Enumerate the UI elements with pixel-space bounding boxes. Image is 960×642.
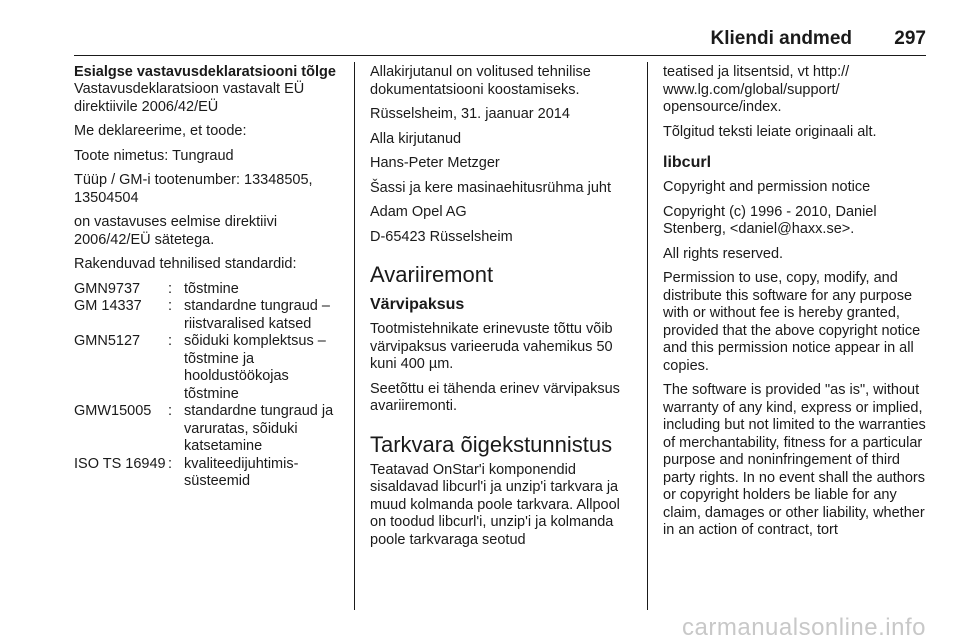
column-divider-2	[647, 62, 648, 610]
paragraph: The software is provided "as is", without warranty of any kind, express or implied, including but not limited to the warranties of merchantability, fitness for a particular purpose and noninfringement of third party rights. In no event shall the authors or copyright holders be liable for any claim, damages or other liability, whether in an action of contract, tort	[663, 382, 926, 538]
standard-code: ISO TS 16949	[74, 455, 166, 472]
table-row	[74, 403, 344, 456]
header-rule	[74, 55, 926, 56]
table-row	[74, 281, 344, 299]
section-title-software: Tarkvara õigekstunnistus	[370, 431, 613, 457]
standard-code: GMN9737	[74, 280, 141, 297]
paragraph: Alla kirjutanud	[370, 130, 462, 147]
paragraph: Allakirjutanul on volitused tehnilise dokumentatsiooni koostamiseks.	[370, 64, 591, 98]
standard-code: GMN5127	[74, 333, 141, 349]
standard-description: tõstmine	[184, 280, 239, 297]
paragraph: Me deklareerime, et toode:	[74, 123, 247, 139]
standard-separator: :	[168, 403, 173, 419]
column-divider-1	[354, 62, 355, 610]
paragraph: Tõlgitud teksti leiate originaali alt.	[663, 123, 877, 140]
paragraph: Toote nimetus: Tungraud	[74, 147, 234, 164]
paragraph: teatised ja litsentsid, vt http:// www.lg.com/global/support/ opensource/index.	[663, 64, 850, 115]
paragraph: Rüsselsheim, 31. jaanuar 2014	[370, 106, 570, 122]
paragraph: Teatavad OnStar'i komponendid sisaldavad libcurl'i ja unzip'i tarkvara ja muud kolmanda poole tarkvara. Allpool on toodud libcurl'i, unzip'i ja kolmanda poole tarkvaraga seotud	[370, 461, 620, 548]
standard-description: standardne tungraud ja varuratas, sõiduki katsetamine	[184, 403, 334, 454]
standard-code: GM 14337	[74, 298, 142, 314]
paragraph: Adam Opel AG	[370, 204, 467, 220]
standard-separator: :	[168, 333, 173, 349]
paragraph: Permission to use, copy, modify, and distribute this software for any purpose with or without fee is hereby granted, provided that the above copyright notice and this permission notice appear in all copies.	[663, 270, 921, 374]
standard-code: GMW15005	[74, 403, 152, 419]
section-title-accident-repair: Avariiremont	[370, 262, 494, 287]
page-title: Kliendi andmed	[710, 28, 852, 49]
paragraph: Rakenduvad tehnilised standardid:	[74, 256, 297, 272]
paragraph: Šassi ja kere masinaehitusrühma juht	[370, 179, 611, 196]
standard-separator: :	[168, 280, 173, 297]
paragraph: Seetõttu ei tähenda erinev värvipaksus avariiremonti.	[370, 380, 620, 414]
column-3	[663, 64, 929, 547]
paragraph: All rights reserved.	[663, 245, 784, 262]
standard-description: sõiduki komplektsus – tõstmine ja hooldustöökojas tõstmine	[184, 333, 326, 402]
subsection-title-paint-thickness: Värvipaksus	[370, 296, 465, 313]
standard-separator: :	[168, 298, 173, 314]
table-row	[74, 298, 344, 333]
table-row	[74, 333, 344, 403]
paragraph: Hans-Peter Metzger	[370, 155, 500, 171]
paragraph: Copyright and permission notice	[663, 179, 871, 195]
page-number: 297	[894, 28, 926, 49]
paragraph: Tootmistehnikate erinevuste tõttu võib värvipaksus varieeruda vahemikus 50 kuni 400 µm.	[370, 321, 613, 372]
column-2	[370, 64, 638, 556]
paragraph: on vastavuses eelmise direktiivi 2006/42/EÜ sätetega.	[74, 214, 278, 248]
standard-description: kvaliteedijuhtimis-süsteemid	[184, 455, 299, 489]
page-header	[74, 28, 926, 52]
declaration-heading: Esialgse vastavusdeklaratsiooni tõlge	[74, 64, 336, 80]
paragraph: Tüüp / GM-i tootenumber: 13348505, 13504504	[74, 172, 313, 206]
paragraph: Vastavusdeklaratsioon vastavalt EÜ direktiivile 2006/42/EÜ	[74, 81, 305, 115]
table-row	[74, 456, 344, 491]
watermark: carmanualsonline.info	[682, 614, 926, 641]
standards-table	[74, 281, 344, 491]
paragraph: Copyright (c) 1996 - 2010, Daniel Stenberg, <daniel@haxx.se>.	[663, 203, 877, 237]
libcurl-heading: libcurl	[663, 154, 712, 171]
standard-description: standardne tungraud – riistvaralised katsed	[184, 298, 330, 332]
standard-separator: :	[168, 455, 173, 472]
paragraph: D-65423 Rüsselsheim	[370, 228, 513, 245]
page-footer	[0, 612, 960, 642]
column-1	[74, 64, 344, 491]
